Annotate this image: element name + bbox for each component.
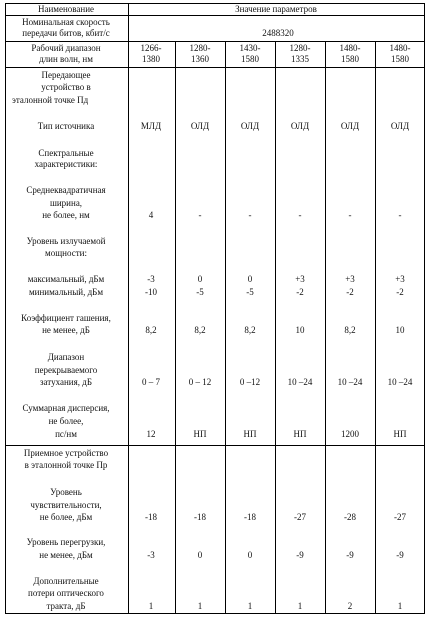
rms-width-label-line3: не более, нм: [42, 210, 90, 220]
power-max-col2: 0: [197, 274, 203, 284]
overload-col3: 0: [247, 550, 253, 560]
attenuation-col1: 0 – 7: [142, 377, 160, 387]
spectral-title-line2: характеристики:: [34, 159, 98, 169]
source-type-col4: ОЛД: [290, 121, 310, 131]
path-loss-col3: 1: [247, 601, 253, 611]
bitrate-divider: [5, 41, 425, 42]
power-min-label: минимальный, дБм: [28, 287, 104, 297]
rms-width-col1: 4: [148, 210, 154, 220]
rms-width-col6: -: [398, 210, 402, 220]
dispersion-col2: НП: [193, 429, 207, 439]
power-max-col5: +3: [345, 274, 355, 284]
power-min-col4: -2: [296, 287, 304, 297]
power-max-label: максимальный, дБм: [27, 274, 105, 284]
power-title-line1: Уровень излучаемой: [26, 236, 106, 246]
rms-width-label-line2: ширина,: [49, 198, 83, 208]
wavelength-col5-line1: 1480-: [339, 43, 361, 53]
path-loss-col1: 1: [148, 601, 154, 611]
overload-col4: -9: [296, 550, 304, 560]
dispersion-col4: НП: [293, 429, 307, 439]
dispersion-col3: НП: [243, 429, 257, 439]
source-type-col1: МЛД: [140, 121, 162, 131]
sensitivity-col5: -28: [344, 512, 356, 522]
attenuation-col4: 10 –24: [287, 377, 313, 387]
wavelength-col6-line1: 1480-: [389, 43, 411, 53]
sensitivity-col3: -18: [244, 512, 256, 522]
source-type-col3: ОЛД: [240, 121, 260, 131]
wavelength-col5-line2: 1580: [341, 54, 359, 64]
power-min-col1: -10: [145, 287, 157, 297]
bitrate-value: 2488320: [262, 28, 294, 38]
wavelength-divider: [5, 67, 425, 68]
extinction-col6: 10: [395, 325, 405, 335]
bitrate-label-line1: Номинальная скорость: [22, 17, 110, 27]
sensitivity-col1: -18: [145, 512, 157, 522]
extinction-label-line1: Коэффициент гашения,: [21, 313, 111, 323]
receiver-title-line1: Приемное устройство: [23, 448, 109, 458]
power-min-col6: -2: [396, 287, 404, 297]
overload-label-line1: Уровень перегрузки,: [26, 537, 106, 547]
wavelength-col1-line1: 1266-: [140, 43, 162, 53]
wavelength-col3-line1: 1430-: [239, 43, 261, 53]
wavelength-col4-line2: 1335: [291, 54, 309, 64]
dispersion-col6: НП: [393, 429, 407, 439]
path-loss-col2: 1: [197, 601, 203, 611]
source-type-col6: ОЛД: [390, 121, 410, 131]
table-border-left: [5, 3, 6, 614]
transmitter-divider: [5, 445, 425, 446]
power-max-col1: -3: [147, 274, 155, 284]
extinction-col5: 8,2: [344, 325, 356, 335]
source-type-col5: ОЛД: [340, 121, 360, 131]
column-divider-1: [175, 42, 176, 614]
attenuation-col3: 0 –12: [239, 377, 261, 387]
rms-width-col3: -: [248, 210, 252, 220]
source-type-label: Тип источника: [37, 121, 95, 131]
receiver-title-line2: в эталонной точке Пр: [24, 460, 108, 470]
sensitivity-label-line1: Уровень: [50, 487, 82, 497]
path-loss-label-line2: потери оптического: [28, 588, 104, 598]
sensitivity-col6: -27: [394, 512, 406, 522]
dispersion-label-line1: Суммарная дисперсия,: [22, 403, 110, 413]
sensitivity-col2: -18: [194, 512, 206, 522]
power-min-col3: -5: [246, 287, 254, 297]
power-max-col4: +3: [295, 274, 305, 284]
path-loss-col4: 1: [297, 601, 303, 611]
bitrate-label-line2: передачи битов, кбит/с: [22, 28, 110, 38]
power-min-col2: -5: [196, 287, 204, 297]
attenuation-label-line2: перекрываемого: [34, 365, 98, 375]
extinction-col1: 8,2: [145, 325, 157, 335]
source-type-col2: ОЛД: [190, 121, 210, 131]
sensitivity-label-line3: не более, дБм: [39, 512, 93, 522]
wavelength-col2-line2: 1360: [191, 54, 209, 64]
wavelength-col6-line2: 1580: [391, 54, 409, 64]
attenuation-label-line1: Диапазон: [47, 352, 85, 362]
extinction-col3: 8,2: [244, 325, 256, 335]
power-max-col3: 0: [247, 274, 253, 284]
header-name-column: Наименование: [37, 4, 95, 14]
column-divider-2: [225, 42, 226, 614]
wavelength-col3-line2: 1580: [241, 54, 259, 64]
column-divider-3: [275, 42, 276, 614]
wavelength-label-line2: длин волн, нм: [39, 54, 93, 64]
table-border-right: [424, 3, 425, 614]
extinction-label-line2: не менее, дБ: [42, 325, 90, 335]
attenuation-col6: 10 –24: [387, 377, 413, 387]
overload-col5: -9: [346, 550, 354, 560]
power-title-line2: мощности:: [45, 248, 87, 258]
extinction-col4: 10: [295, 325, 305, 335]
extinction-col2: 8,2: [194, 325, 206, 335]
rms-width-col5: -: [348, 210, 352, 220]
spectral-title-line1: Спектральные: [38, 148, 94, 158]
rms-width-col2: -: [198, 210, 202, 220]
overload-col1: -3: [147, 550, 155, 560]
table-border-bottom: [5, 613, 425, 614]
column-divider-5: [375, 42, 376, 614]
power-min-col5: -2: [346, 287, 354, 297]
header-divider: [5, 15, 425, 16]
dispersion-label-line2: не более,: [48, 416, 84, 426]
wavelength-col4-line1: 1280-: [289, 43, 311, 53]
overload-col6: -9: [396, 550, 404, 560]
overload-label-line2: не менее, дБм: [39, 550, 93, 560]
header-values-column: Значение параметров: [235, 4, 317, 14]
path-loss-col5: 2: [347, 601, 353, 611]
power-max-col6: +3: [395, 274, 405, 284]
wavelength-col1-line2: 1380: [142, 54, 160, 64]
wavelength-label-line1: Рабочий диапазон: [31, 43, 101, 53]
sensitivity-col4: -27: [294, 512, 306, 522]
dispersion-col1: 12: [146, 429, 156, 439]
sensitivity-label-line2: чувствительности,: [30, 500, 102, 510]
transmitter-title-line1: Передающее: [41, 70, 91, 80]
column-divider-4: [325, 42, 326, 614]
wavelength-col2-line1: 1280-: [189, 43, 211, 53]
transmitter-title-line2: устройство в: [41, 82, 91, 92]
dispersion-col5: 1200: [341, 429, 359, 439]
overload-col2: 0: [197, 550, 203, 560]
path-loss-label-line3: тракта, дБ: [46, 601, 86, 611]
rms-width-col4: -: [298, 210, 302, 220]
path-loss-label-line1: Дополнительные: [33, 576, 99, 586]
attenuation-col5: 10 –24: [337, 377, 363, 387]
rms-width-label-line1: Среднеквадратичная: [26, 185, 106, 195]
dispersion-label-line3: пс/нм: [55, 429, 77, 439]
transmitter-title-line3: эталонной точке Пд: [12, 95, 89, 105]
column-divider-name: [128, 3, 129, 614]
attenuation-label-line3: затухания, дБ: [39, 377, 93, 387]
path-loss-col6: 1: [397, 601, 403, 611]
attenuation-col2: 0 – 12: [188, 377, 212, 387]
